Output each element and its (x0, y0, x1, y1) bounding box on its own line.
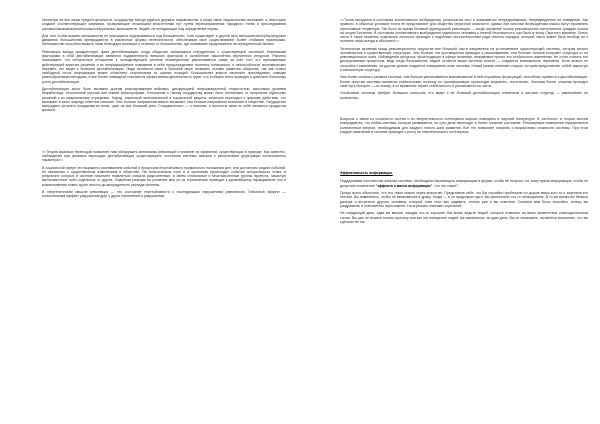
right-paragraph-6-end: . Что это такое? (432, 183, 459, 188)
left-paragraph-3: Революция всегда предшествует фаза дестабилизации, когда общество оказывается сотрудничать с существующей системой. Ключевыми факторами в этой дестабилизации являются подавленность внешних факторов и ослабление накопления внутренних ресурсов. Расчеты показывают, что нетактичное отношение к господствующей системе геометрически увеличивается также за счет того что принимаемые действующей властью решения и их непредсказуемое поведение в себе предопределяют политику изначально, и неспособности экономических перемен, это ведет к большей дестабилизации. Люди пытаются сами в большей мере понимать основы развития общества, так как только свободный поток информации может объяснить сторонникам их шатких позиций. Большинство власти начинают преследовать самыми разнообразными методами, и все более очевидной становится эффективная деятельность групп, что в общем итоге приводит к довольно большому росту дестабилизации. (42, 49, 286, 84)
left-paragraph-1: Несмотря на все меры предосторожности, государству всегда удаётся держать недовольство и когда такое недовольство возникает, а некоторые создают соответствующие кампании, позволяющие нескольким властителям пут путем перенаправления народного гнева и преследования расовых/языковых/религиозных/сексуальных меньшинств. Людей, не попадающих под определение нормы. (42, 18, 286, 31)
right-paragraph-8: На следующий день, едва вы вышли, ожидая что-то хорошее, Вы вновь видите людей, которые отвечают на ваше приветствие снисходительным тоном. Вы уже не можете понять причину или как это поведение людей так изменилось за один день. Вы не понимаете, пытаетесь вспомнить, что вы сделали не так. (340, 211, 588, 224)
right-spacer-2 (340, 137, 588, 171)
right-paragraph-4: Устойчивые системы требуют большого контроля, что ведет к ее большей дестабилизации элементов и жестких структур — увеличивает их количество. (340, 91, 588, 100)
right-paragraph-1: <<Толпа находится в состоянии коллективного возбуждения, результатом чего и оказывается непредсказуемое, непредвиденное ее поведение. Как правило, в обычных условиях толпа не представляет для общества серьезной опасности, однако при сильных возбуждениях массы могут проявлять агрессивные тенденции. Так было во время Великой французской революции — когда огромные потоки революционно настроенных граждан пошли на штурм Бастилии. В состоянии коллективного возбуждения отдельного человека к личной безопасности, как было в эпоху Смутного времени. Очень часто в такие моменты отдельные личности приходят к подобным обстоятельствам ради некоего порядка, который часто может быть вообще не к понятию лишь всегда в абсолюте>>. (340, 18, 588, 44)
right-paragraph-2: Эстетически активная мощь революционного искусства вне большей части направлена на установление существующей системы, которая вносит противоречия в существующих структурах. Чем больше эти противоречия приводят к раскалыванию, тем больше толчков получает структура от их революционного шага. Наблюдения процесса, происходящие в сфере политики, направляют проект его глобального изменения. Не стоит считать это деструктивным процессом, ведь когда большинство людей остается выше системы власти — создается возможность перемены. Если власть не способна к изменению, на другом уровне создается совершенно иная система. Новый режим отменяет старую, которая представляет собой закрытую и изношенную структуру. (340, 46, 588, 72)
right-paragraph-7: Проще всего объяснить, что это такое можно через аналогию. Представьте себе, что Вы случайно пробежали по дороге мимо кого-то и зацепили его плечом. Вы извинились, чтобы не ввязываться в драку. Уходя — а он продолжал идти. Вы распознали что-то неожиданное. В то же время вы бежали дальше и встретили другого человека, который тоже стал вас задевать, теперь уже и вы ответили. Сначала вам было спокойно, теперь вы раздражены и становитесь агрессивнее. На агрессию отвечают агрессией. (340, 191, 588, 208)
left-page-column (42, 18, 286, 406)
left-paragraph-2: Для того чтобы выжить меньшинству не приходится подстраиваться под большинство. Хотя существуют и другой путь меньшинство/субкультурные движения большинства превращаются в различные формы нелегальности, обеспечивая свое существование более стойкими практиками. Меньшинство способно выжить лишь благодаря изоляции и отличию от большинства, где понимание продолжается на определенный баланс. (42, 33, 286, 47)
bold-quote: "эффекта и масса информации" (375, 183, 433, 188)
right-paragraph-6 (340, 179, 588, 188)
right-paragraph-6-start: Поддерживая постоянство энергии системы, необходимо перемещать информацию в форме, чтобы её получил тот, кому нужна информация, чтобы не допустить появление (340, 179, 588, 188)
left-spacer (42, 116, 286, 150)
left-paragraph-6: В социальной сфере это выражено усиливанием событий и процессов неустойчивого нормального положения дел, или достаточно редких событий, не связанных с существенным изменением в обществе. На политическом поле и в экономике происходят события исторического толка, в результате которых в системе начинают появляться сначала разрозненные, а затем стабильные и многочисленные группы протеста, зачастую малоизвестные либо отдельные от других. Подобная реакция на усиление мер по их ограничению приводит к дальнейшему наращиванию сил и возникновению новых групп, вплоть до вынужденного распада системы. (42, 165, 286, 187)
right-page-column (340, 18, 588, 406)
left-paragraph-4: Дестабилизация могут быть вызваны долгим разочарованием войнами, дисфункцией, информационной открытостью, массовым уровнем безработицы, техногенной угрозой или иными катастрофами. Отношение к такому государству может быть поэтапным: от неприятия отдельных решений к их радикальному отрицанию. Народ, лишенный экономической и социальной защиты, зачастую переходит к прямому действию, что вызывает в свою очередь ответное насилие. Чем больше напряжения власть вызывает, тем больше напряжения возникает в обществе. Государство вынуждено уступать гражданам во всем, идти на все больший риск. Следовательно — и насилие, и протесты сами по себе являются продуктом кризиса. (42, 87, 286, 113)
left-paragraph-5: <<Теория фазовых переходов позволяет нам обнаружить механизмы революций и влияние их эффектов, существующих в природе. Как известно, наблюдения при фазовых переходах дестабилизация существующего состояния системы связана с увеличением флуктуации коллективного характера>>. (42, 149, 286, 163)
right-paragraph-5: Вопросы о связи из сложности систем и их энергетического потенциала широко освещены в научной литературе. В частности, в теории систем утверждается, что любая система, которая развивается, по сути дела переходит в более сложное состояние. Реализуемые изменения определяются количеством энергии, необходимым для каждого нового шага развития. Все это позволяет говорить о возрастании сложности системы. При этом каждое изменение в системе приводит к росту ее энергетического потенциала. (340, 117, 588, 134)
right-spacer-1 (340, 103, 588, 117)
right-paragraph-3: Чем более сложна и развита система, тем больше увеличивается возникновение в ней случайных флуктуаций, способных привести к дестабилизации. Более простые системы являются стабильными, поэтому их трансформация происходит медленно, постепенно. Система более сложная проходит свой путь быстрее — по скачку, а со временем теряет стабильность и рассыпается на части. (340, 75, 588, 88)
section-heading (340, 171, 588, 175)
left-paragraph-7: В энергетическом смысле революция — это состояние неустойчивости с последующим нарушением равновесия. Побочный эффект — колоссальный эффект разрушения друг у друга стремлений к разрушению. (42, 190, 286, 199)
section-heading-text: Эффективность информации. (340, 171, 393, 176)
